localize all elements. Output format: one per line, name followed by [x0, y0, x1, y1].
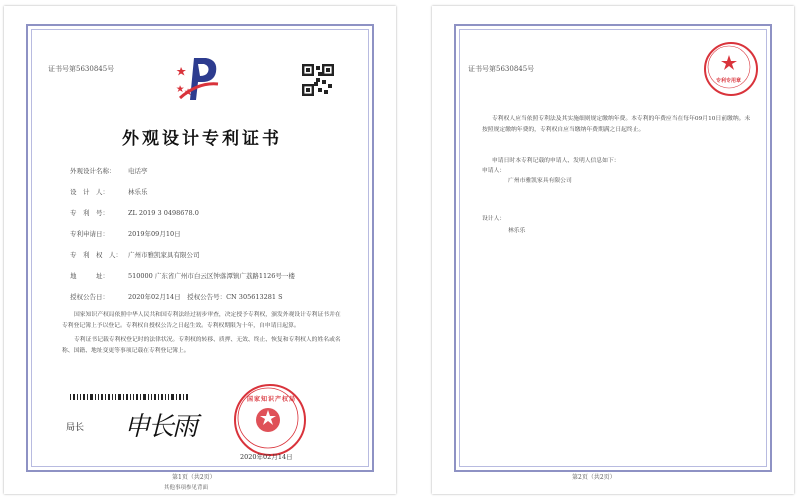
certificate-page-1	[4, 6, 396, 494]
field-design-name: 外观设计名称： 电话亭	[70, 167, 148, 175]
applicant-heading: 申请日时本专利记载的申请人、发明人信息如下：	[492, 158, 620, 164]
grant-paragraph: 国家知识产权局依照中华人民共和国专利法经过初步审查，决定授予专利权，颁发外观设计专利证书并在专利登记簿上予以登记。专利权自授权公告之日起生效。专利权期限为十年，自申请日起算。	[62, 312, 341, 329]
director-title: 局长	[66, 423, 85, 433]
qr-code-icon	[302, 64, 334, 96]
field-address: 地 址： 510000 广东省广州市白云区钟落潭镇广荔路1126号一楼	[70, 272, 295, 280]
cert-number: 证书号第5630845号	[48, 65, 115, 73]
seal-text: 国家知识产权局	[247, 396, 297, 403]
field-patent-number: 专 利 号： ZL 2019 3 0498678.0	[70, 209, 199, 217]
field-application-date: 专利申请日： 2019年09月10日	[70, 230, 181, 238]
national-emblem-seal-icon	[234, 384, 306, 456]
status-paragraph: 专利证书记载专利权登记时的法律状况。专利权的转移、质押、无效、终止、恢复和专利权人的姓名或名称、国籍、地址变更等事项记载在专利登记簿上。	[62, 337, 341, 354]
page-number: 第2页（共2页）	[572, 474, 616, 481]
seal-date: 2020年02月14日	[240, 453, 293, 461]
applicant-label: 申请人：	[482, 168, 506, 174]
certificate-page-2	[432, 6, 794, 494]
field-grant-date: 授权公告日： 2020年02月14日 授权公告号：CN 305613281 S	[70, 293, 283, 301]
barcode-icon	[70, 394, 190, 400]
signature-icon: 申长雨	[124, 412, 197, 442]
patent-stamp-icon	[704, 42, 758, 96]
designer-label: 设计人：	[482, 216, 506, 222]
page-title: 外观设计专利证书	[122, 129, 282, 149]
fee-paragraph: 专利权人应当依照专利法及其实施细则规定缴纳年费。本专利的年费应当在每年09月10日前缴纳。未按照规定缴纳年费的，专利权自应当缴纳年费期满之日起终止。	[482, 116, 751, 133]
page-number: 第1页（共2页）	[172, 474, 216, 481]
designer-value: 林乐乐	[508, 228, 526, 234]
stamp-text: 专利专用章	[716, 78, 742, 84]
cert-number: 证书号第5630845号	[468, 65, 535, 73]
patent-office-logo-icon	[172, 54, 224, 104]
footer-note: 其他事项参见背面	[164, 485, 209, 491]
applicant-value: 广州市雅凯家具有限公司	[508, 178, 572, 184]
field-patentee: 专 利 权 人： 广州市雅凯家具有限公司	[70, 251, 200, 259]
field-designer: 设 计 人： 林乐乐	[70, 188, 148, 196]
